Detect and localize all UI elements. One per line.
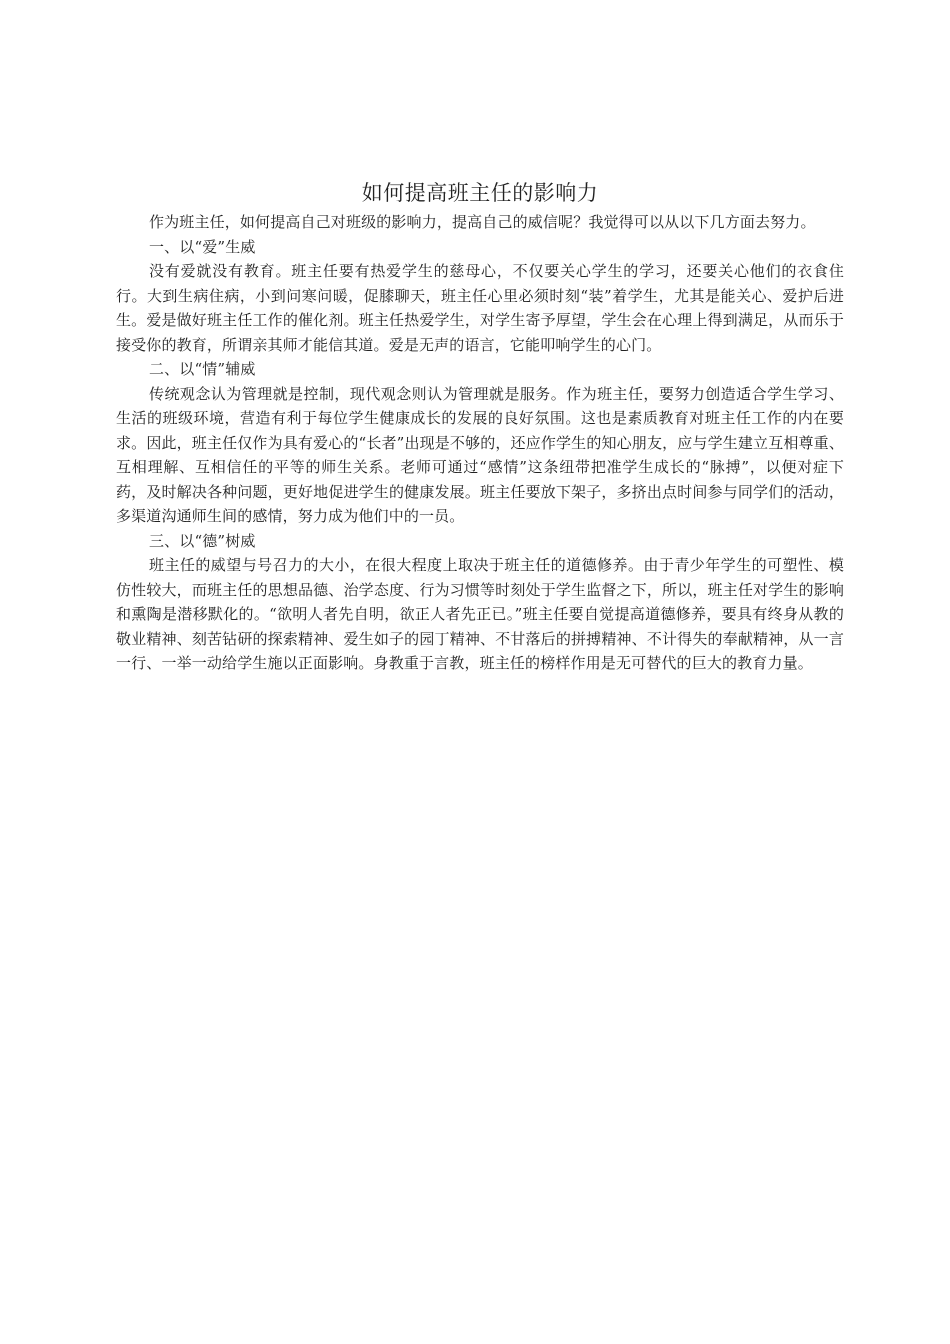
intro-paragraph: 作为班主任，如何提高自己对班级的影响力，提高自己的威信呢？我觉得可以从以下几方面去努力。 [149, 213, 816, 231]
section-1-heading: 一、以“爱”生威 [149, 237, 256, 256]
section-1-body: 没有爱就没有教育。班主任要有热爱学生的慈母心，不仅要关心学生的学习，还要关心他们的衣食住行。大到生病住病，小到问寒问暖，促膝聊天，班主任心里必须时刻“装”着学生，尤其是能关心、爱护后进生。爱是做好班主任工作的催化剂。班主任热爱学生，对学生寄予厚望，学生会在心理上得到满足，从而乐于接受你的教育，所谓亲其师才能信其道。爱是无声的语言，它能叩响学生的心门。 [116, 262, 844, 354]
section-3-body: 班主任的威望与号召力的大小，在很大程度上取决于班主任的道德修养。由于青少年学生的可塑性、模仿性较大，而班主任的思想品德、治学态度、行为习惯等时刻处于学生监督之下，所以，班主任对学生的影响和熏陶是潜移默化的。“欲明人者先自明，欲正人者先正已。”班主任要自觉提高道德修养，要具有终身从教的敬业精神、刻苦钻研的探索精神、爱生如子的园丁精神、不甘落后的拼搏精神、不计得失的奉献精神，从一言一行、一举一动给学生施以正面影响。身教重于言教，班主任的榜样作用是无可替代的巨大的教育力量。 [116, 556, 844, 672]
section-2-body: 传统观念认为管理就是控制，现代观念则认为管理就是服务。作为班主任，要努力创造适合学生学习、生活的班级环境，营造有利于每位学生健康成长的发展的良好氛围。这也是素质教育对班主任工作的内在要求。因此，班主任仅作为具有爱心的“长者”出现是不够的，还应作学生的知心朋友，应与学生建立互相尊重、互相理解、互相信任的平等的师生关系。老师可通过“感情”这条纽带把准学生成长的“脉搏”，以便对症下药，及时解决各种问题，更好地促进学生的健康发展。班主任要放下架子，多挤出点时间参与同学们的活动，多渠道沟通师生间的感情，努力成为他们中的一员。 [116, 384, 844, 525]
section-2-heading: 二、以“情”辅威 [149, 360, 256, 378]
document-page [116, 176, 844, 676]
document-title: 如何提高班主任的影响力 [361, 181, 599, 205]
section-3-heading: 三、以“德”树威 [149, 531, 256, 550]
